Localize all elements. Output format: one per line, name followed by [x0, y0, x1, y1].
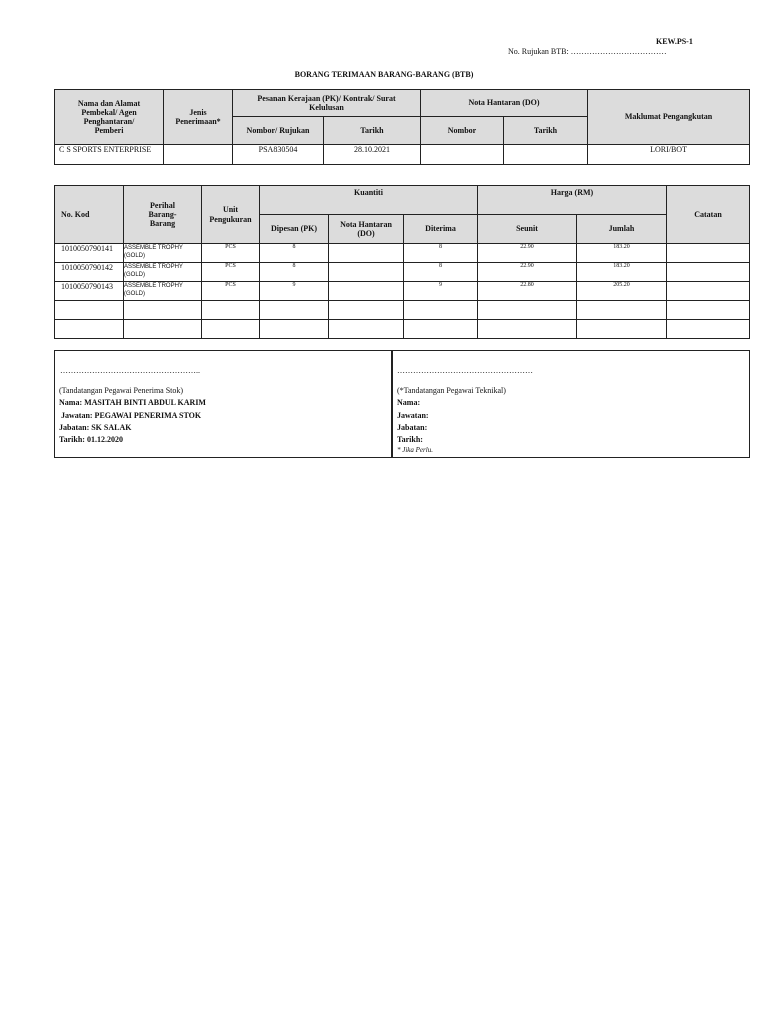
officer-date: Tarikh: 01.12.2020: [59, 435, 123, 444]
item-received: 8: [404, 244, 478, 263]
table-row: [55, 263, 750, 282]
item-unit-price: 22.90: [478, 263, 577, 282]
receiving-officer-signature-box: [54, 350, 393, 458]
unit-price-header: Seunit: [478, 215, 577, 244]
unit-header: Unit Pengukuran: [202, 186, 260, 244]
supplier-header: Nama dan Alamat Pembekal/ Agen Penghantaran/ Pemberi: [55, 90, 164, 145]
technical-position: Jawatan:: [397, 411, 429, 420]
officer-position: Jawatan: PEGAWAI PENERIMA STOK: [61, 411, 202, 420]
table-row: [55, 244, 750, 263]
item-description: ASSEMBLE TROPHY (GOLD): [124, 263, 202, 282]
delivery-note-header: Nota Hantaran (DO): [421, 90, 588, 117]
item-description: ASSEMBLE TROPHY (GOLD): [124, 282, 202, 301]
item-notes: [667, 244, 750, 263]
receipt-type-value: [164, 145, 233, 165]
item-do-qty: [329, 263, 404, 282]
technical-date: Tarikh:: [397, 435, 423, 444]
item-notes: [667, 263, 750, 282]
description-header: Perihal Barang-Barang: [124, 186, 202, 244]
officer-name: Nama: MASITAH BINTI ABDUL KARIM: [59, 398, 206, 407]
item-do-qty: [329, 244, 404, 263]
item-code: 1010050790143: [55, 282, 124, 301]
order-ref-header: Nombor/ Rujukan: [233, 117, 324, 145]
total-header: Jumlah: [577, 215, 667, 244]
transport-value: LORI/BOT: [588, 145, 750, 165]
technical-name: Nama:: [397, 398, 421, 407]
do-date-header: Tarikh: [504, 117, 588, 145]
item-total: 205.20: [577, 282, 667, 301]
item-unit-price: 22.80: [478, 282, 577, 301]
item-total: 183.20: [577, 244, 667, 263]
officer-department: Jabatan: SK SALAK: [59, 423, 132, 432]
table-row: [55, 282, 750, 301]
do-date-value: [504, 145, 588, 165]
ordered-header: Dipesan (PK): [260, 215, 329, 244]
item-ordered: 8: [260, 263, 329, 282]
do-number-value: [421, 145, 504, 165]
item-ordered: 8: [260, 244, 329, 263]
item-description: ASSEMBLE TROPHY (GOLD): [124, 244, 202, 263]
signature-line: ……………………………………………..: [60, 366, 200, 375]
quantity-header: Kuantiti: [260, 186, 478, 215]
form-title: BORANG TERIMAAN BARANG-BARANG (BTB): [294, 70, 474, 79]
signature-line: ……………………………………………: [397, 366, 533, 375]
code-header: No. Kod: [55, 186, 124, 244]
order-date-header: Tarikh: [324, 117, 421, 145]
technical-department: Jabatan:: [397, 423, 428, 432]
item-unit: PCS: [202, 263, 260, 282]
if-required-note: * Jika Perlu.: [397, 446, 433, 454]
order-ref-value: PSA830504: [233, 145, 324, 165]
price-header: Harga (RM): [478, 186, 667, 215]
items-table: [54, 185, 750, 339]
btb-reference-label: No. Rujukan BTB: ………………………………: [508, 47, 667, 56]
item-received: 8: [404, 263, 478, 282]
technical-officer-signature-box: [391, 350, 750, 458]
table-row-empty: [55, 320, 750, 339]
item-unit: PCS: [202, 282, 260, 301]
item-received: 9: [404, 282, 478, 301]
order-date-value: 28.10.2021: [324, 145, 421, 165]
supplier-name: C S SPORTS ENTERPRISE: [55, 145, 164, 165]
transport-header: Maklumat Pengangkutan: [588, 90, 750, 145]
do-qty-header: Nota Hantaran (DO): [329, 215, 404, 244]
item-unit: PCS: [202, 244, 260, 263]
item-code: 1010050790141: [55, 244, 124, 263]
table-row-empty: [55, 301, 750, 320]
item-do-qty: [329, 282, 404, 301]
signature-caption: (Tandatangan Pegawai Penerima Stok): [59, 386, 184, 395]
item-notes: [667, 282, 750, 301]
item-unit-price: 22.90: [478, 244, 577, 263]
do-number-header: Nombor: [421, 117, 504, 145]
receipt-type-header: Jenis Penerimaan*: [164, 90, 233, 145]
supplier-table: [54, 89, 750, 165]
form-code: KEW.PS-1: [656, 37, 693, 46]
signature-caption: (*Tandatangan Pegawai Teknikal): [397, 386, 506, 395]
received-header: Diterima: [404, 215, 478, 244]
item-code: 1010050790142: [55, 263, 124, 282]
order-header: Pesanan Kerajaan (PK)/ Kontrak/ Surat Kelulusan: [233, 90, 421, 117]
notes-header: Catatan: [667, 186, 750, 244]
item-ordered: 9: [260, 282, 329, 301]
item-total: 183.20: [577, 263, 667, 282]
